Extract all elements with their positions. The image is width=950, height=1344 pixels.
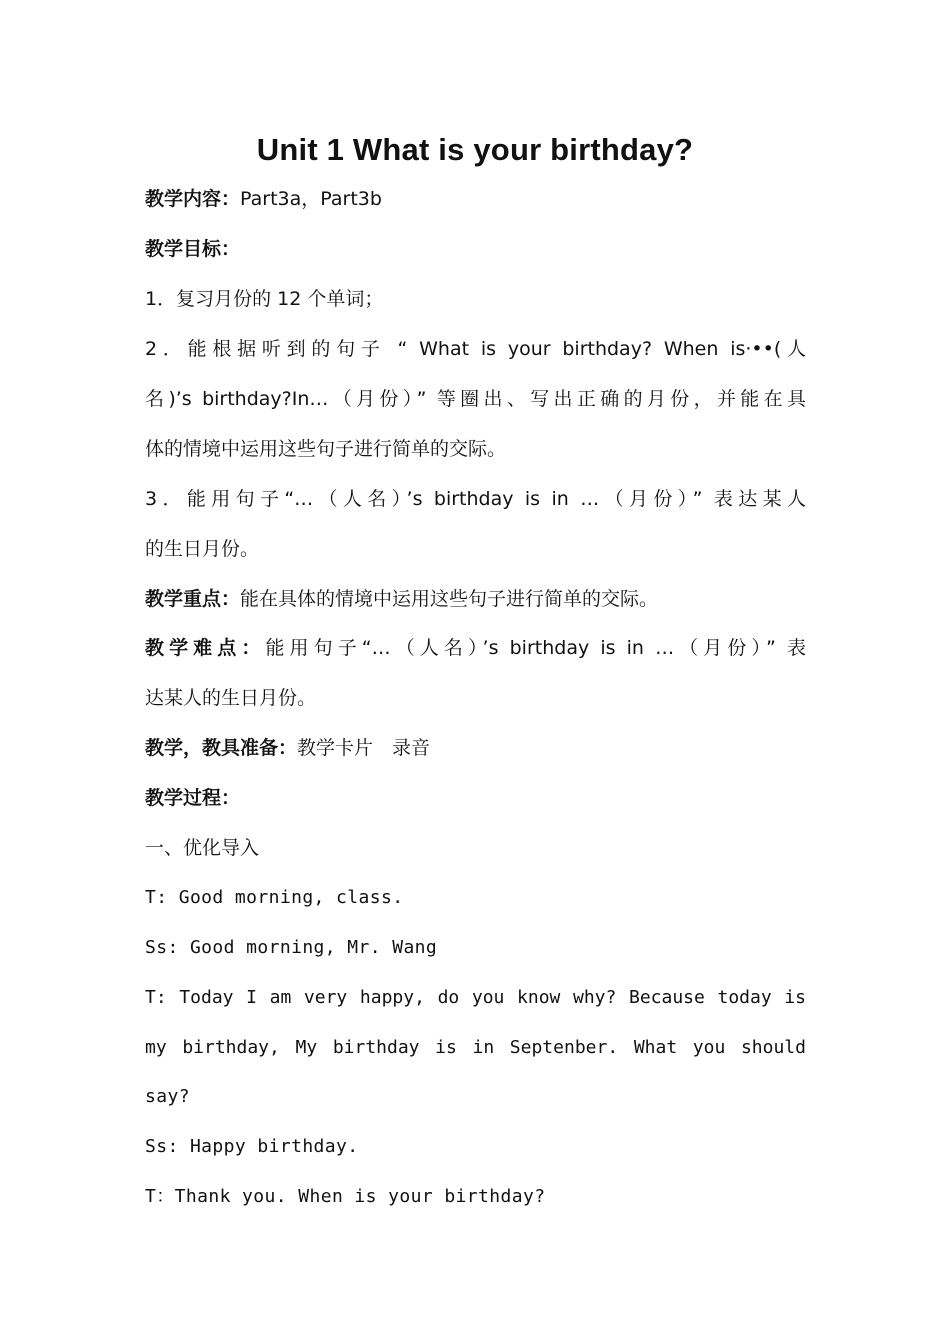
dialogue-line: Ss: Happy birthday. [145, 1136, 359, 1157]
objective-line: 1．复习月份的 12 个单词； [145, 288, 384, 310]
document-title: Unit 1 What is your birthday? [256, 132, 694, 167]
dialogue-line: T: Good morning, class. [145, 887, 404, 908]
difficulties-row [145, 633, 806, 663]
objective-line: 体的情境中运用这些句子进行简单的交际。 [145, 438, 507, 460]
objective-line: 的生日月份。 [145, 538, 260, 560]
dialogue-line: my birthday, My birthday is in Septenber. What you should [145, 1037, 806, 1058]
key-points-value: 能在具体的情境中运用这些句子进行简单的交际。 [240, 588, 659, 610]
process-label: 教学过程： [145, 787, 241, 809]
difficulties-value: 能用句子“…（人名）’s birthday is in …（月份）” 表 [265, 637, 806, 659]
objective-line: 名)’s birthday?In…（月份）” 等圈出、写出正确的月份，并能在具 [145, 388, 806, 410]
objective-line: 3．能用句子“…（人名）’s birthday is in …（月份）” 表达某人 [145, 488, 806, 510]
teaching-objectives-row [145, 234, 806, 264]
teaching-content-row [145, 184, 806, 214]
process-row [145, 783, 806, 813]
materials-value: 教学卡片 录音 [297, 737, 431, 759]
dialogue-line: T: Today I am very happy, do you know why? Because today is [145, 987, 806, 1008]
teaching-content-value: Part3a，Part3b [240, 188, 382, 210]
teaching-objectives-label: 教学目标： [145, 238, 241, 260]
dialogue-line: Ss: Good morning, Mr. Wang [145, 937, 438, 958]
dialogue-line: T：Thank you. When is your birthday? [145, 1186, 546, 1207]
materials-row [145, 733, 806, 763]
dialogue-line: say? [145, 1086, 190, 1107]
section-heading: 一、优化导入 [145, 837, 260, 859]
key-points-label: 教学重点： [145, 588, 241, 610]
objective-line: 2．能根据听到的句子 “ What is your birthday? When is·••(人 [145, 338, 806, 360]
difficulties-continuation: 达某人的生日月份。 [145, 687, 317, 709]
key-points-row [145, 584, 806, 614]
teaching-content-label: 教学内容： [145, 188, 241, 210]
difficulties-label: 教学难点： [145, 637, 266, 659]
materials-label: 教学，教具准备： [145, 737, 298, 759]
